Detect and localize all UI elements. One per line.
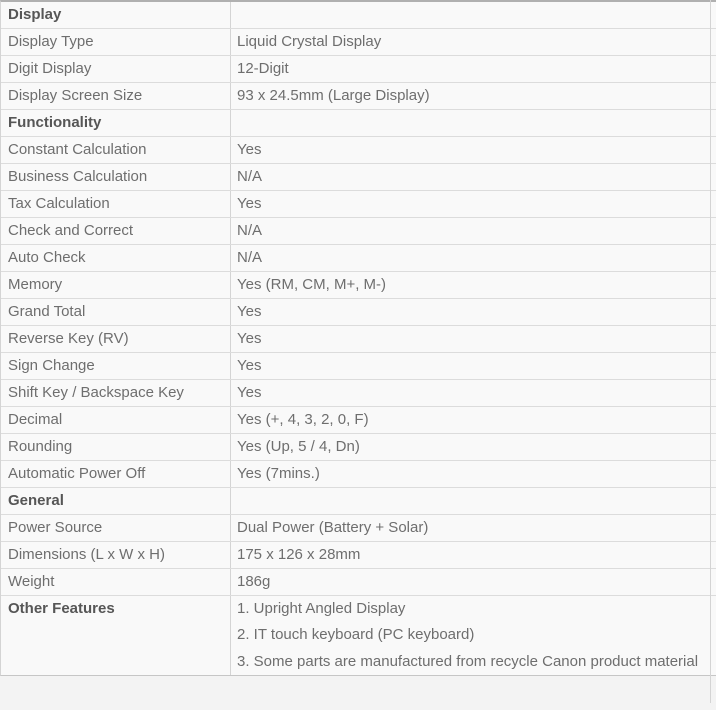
feature-line: 3. Some parts are manufactured from recycle Canon product material xyxy=(237,652,699,670)
row-value: N/A xyxy=(237,222,263,239)
row-label: Weight xyxy=(1,569,231,595)
row-label: Display xyxy=(1,2,231,28)
feature-line: 1. Upright Angled Display xyxy=(237,600,406,617)
row-label: General xyxy=(1,488,231,514)
row-value xyxy=(231,2,716,28)
row-value: Yes xyxy=(237,195,262,212)
table-row xyxy=(1,569,716,596)
row-label: Sign Change xyxy=(1,353,231,379)
row-label: Power Source xyxy=(1,515,231,541)
row-label: Memory xyxy=(1,272,231,298)
row-value xyxy=(231,110,716,136)
row-value: 175 x 126 x 28mm xyxy=(237,546,361,563)
row-value: Yes xyxy=(237,303,262,320)
table-row xyxy=(1,326,716,353)
row-value: 12-Digit xyxy=(237,60,289,77)
table-row xyxy=(1,29,716,56)
row-label: Reverse Key (RV) xyxy=(1,326,231,352)
table-row xyxy=(1,83,716,110)
row-value: 93 x 24.5mm (Large Display) xyxy=(237,87,430,104)
row-label: Business Calculation xyxy=(1,164,231,190)
table-row xyxy=(1,272,716,299)
table-row xyxy=(1,515,716,542)
table-row xyxy=(1,245,716,272)
row-value xyxy=(231,596,716,675)
table-row xyxy=(1,164,716,191)
section-header-row xyxy=(1,488,716,515)
row-value: Dual Power (Battery + Solar) xyxy=(237,519,429,536)
table-right-border xyxy=(710,0,711,703)
row-label: Dimensions (L x W x H) xyxy=(1,542,231,568)
table-row xyxy=(1,218,716,245)
table-row xyxy=(1,191,716,218)
table-row xyxy=(1,542,716,569)
row-label: Digit Display xyxy=(1,56,231,82)
row-value: Liquid Crystal Display xyxy=(237,33,382,50)
table-row xyxy=(1,407,716,434)
row-value: Yes (Up, 5 / 4, Dn) xyxy=(237,438,360,455)
section-header-row xyxy=(1,2,716,29)
row-value: Yes xyxy=(237,384,262,401)
row-value: Yes (+, 4, 3, 2, 0, F) xyxy=(237,411,369,428)
section-header-row xyxy=(1,110,716,137)
row-label: Tax Calculation xyxy=(1,191,231,217)
row-value xyxy=(231,488,716,514)
row-label: Display Type xyxy=(1,29,231,55)
row-value: Yes xyxy=(237,357,262,374)
table-row xyxy=(1,56,716,83)
table-row xyxy=(1,299,716,326)
row-label: Other Features xyxy=(1,596,231,675)
row-value: Yes xyxy=(237,141,262,158)
row-label: Constant Calculation xyxy=(1,137,231,163)
table-row xyxy=(1,596,716,675)
table-row xyxy=(1,137,716,164)
row-label: Shift Key / Backspace Key xyxy=(1,380,231,406)
table-row xyxy=(1,353,716,380)
row-label: Functionality xyxy=(1,110,231,136)
row-value: N/A xyxy=(237,168,263,185)
row-label: Grand Total xyxy=(1,299,231,325)
row-label: Display Screen Size xyxy=(1,83,231,109)
table-row xyxy=(1,434,716,461)
row-label: Auto Check xyxy=(1,245,231,271)
table-row xyxy=(1,380,716,407)
row-value: N/A xyxy=(237,249,263,266)
row-label: Decimal xyxy=(1,407,231,433)
row-value: Yes (7mins.) xyxy=(237,465,320,482)
row-value: Yes xyxy=(237,330,262,347)
feature-line: 2. IT touch keyboard (PC keyboard) xyxy=(237,626,475,644)
row-label: Check and Correct xyxy=(1,218,231,244)
row-value: 186g xyxy=(237,573,271,590)
table-row xyxy=(1,461,716,488)
row-value: Yes (RM, CM, M+, M-) xyxy=(237,276,387,293)
row-label: Automatic Power Off xyxy=(1,461,231,487)
row-label: Rounding xyxy=(1,434,231,460)
